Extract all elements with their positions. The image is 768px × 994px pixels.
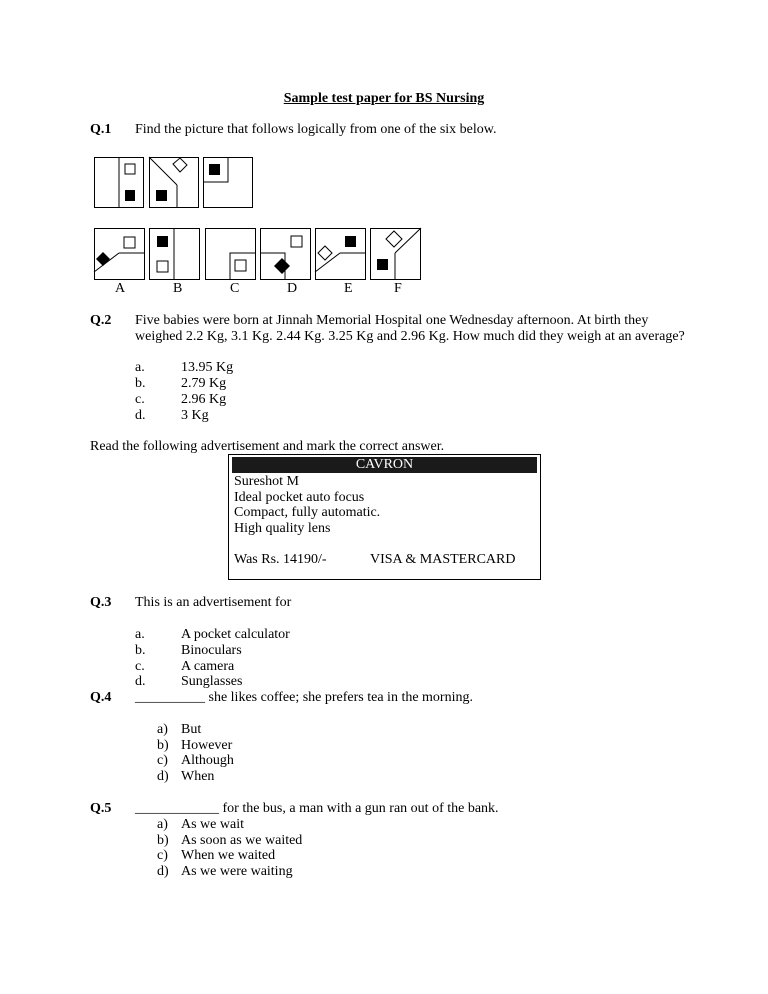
q3-number: Q.3 [90, 595, 112, 610]
ad-line-1: Sureshot M [234, 474, 299, 489]
ad-line-4: High quality lens [234, 521, 331, 536]
q2-option-c[interactable]: 2.96 Kg [181, 392, 227, 407]
ad-intro: Read the following advertisement and mark the correct answer. [90, 439, 445, 454]
q5-option-a-label: a) [157, 817, 168, 832]
q2-option-a[interactable]: 13.95 Kg [181, 360, 234, 375]
option-label-f: F [394, 281, 402, 296]
advertisement-box [228, 454, 541, 580]
ad-line-3: Compact, fully automatic. [234, 505, 381, 520]
option-label-d: D [287, 281, 298, 296]
option-figure-e [315, 228, 366, 280]
sequence-figure-3 [203, 157, 253, 208]
q4-option-b[interactable]: However [181, 738, 233, 753]
q3-option-b-label: b. [135, 643, 146, 658]
q1-number: Q.1 [90, 122, 112, 137]
q4-option-b-label: b) [157, 738, 169, 753]
option-figure-f [370, 228, 421, 280]
q3-option-c[interactable]: A camera [181, 659, 235, 674]
option-label-c: C [230, 281, 240, 296]
q4-number: Q.4 [90, 690, 112, 705]
q5-option-c-label: c) [157, 848, 168, 863]
q4-option-d-label: d) [157, 769, 169, 784]
q4-text: __________ she likes coffee; she prefers tea in the morning. [135, 690, 473, 705]
q5-option-d[interactable]: As we were waiting [181, 864, 293, 879]
q2-text-line2: weighed 2.2 Kg, 3.1 Kg. 2.44 Kg. 3.25 Kg and 2.96 Kg. How much did they weigh at an average? [135, 329, 685, 344]
ad-brand-header: CAVRON [232, 457, 537, 473]
q4-option-c-label: c) [157, 753, 168, 768]
option-figure-d [260, 228, 311, 280]
q3-option-a-label: a. [135, 627, 145, 642]
ad-line-2: Ideal pocket auto focus [234, 490, 365, 505]
option-label-a: A [115, 281, 126, 296]
q3-text: This is an advertisement for [135, 595, 292, 610]
option-figure-c [205, 228, 256, 280]
q2-option-d-label: d. [135, 408, 146, 423]
q4-option-c[interactable]: Although [181, 753, 234, 768]
q5-option-a[interactable]: As we wait [181, 817, 244, 832]
sequence-figure-1 [94, 157, 144, 208]
q2-option-c-label: c. [135, 392, 145, 407]
q2-option-b[interactable]: 2.79 Kg [181, 376, 227, 391]
option-figure-b [149, 228, 200, 280]
option-label-b: B [173, 281, 183, 296]
q4-option-d[interactable]: When [181, 769, 215, 784]
q3-option-d-label: d. [135, 674, 146, 689]
q2-option-d[interactable]: 3 Kg [181, 408, 209, 423]
q2-option-b-label: b. [135, 376, 146, 391]
q1-text: Find the picture that follows logically from one of the six below. [135, 122, 497, 137]
ad-cards: VISA & MASTERCARD [370, 552, 516, 567]
q5-option-b-label: b) [157, 833, 169, 848]
option-figure-a [94, 228, 145, 280]
q3-option-d[interactable]: Sunglasses [181, 674, 243, 689]
q3-option-c-label: c. [135, 659, 145, 674]
q5-option-c[interactable]: When we waited [181, 848, 276, 863]
q4-option-a[interactable]: But [181, 722, 202, 737]
sequence-figure-2 [149, 157, 199, 208]
q2-number: Q.2 [90, 313, 112, 328]
option-label-e: E [344, 281, 353, 296]
q3-option-a[interactable]: A pocket calculator [181, 627, 290, 642]
q2-text-line1: Five babies were born at Jinnah Memorial Hospital one Wednesday afternoon. At birth they [135, 313, 649, 328]
q5-text: ____________ for the bus, a man with a gun ran out of the bank. [135, 801, 499, 816]
q5-option-b[interactable]: As soon as we waited [181, 833, 303, 848]
ad-price: Was Rs. 14190/- [234, 552, 327, 567]
q2-option-a-label: a. [135, 360, 145, 375]
q4-option-a-label: a) [157, 722, 168, 737]
q5-number: Q.5 [90, 801, 112, 816]
q3-option-b[interactable]: Binoculars [181, 643, 242, 658]
q5-option-d-label: d) [157, 864, 169, 879]
page-title: Sample test paper for BS Nursing [283, 91, 485, 106]
